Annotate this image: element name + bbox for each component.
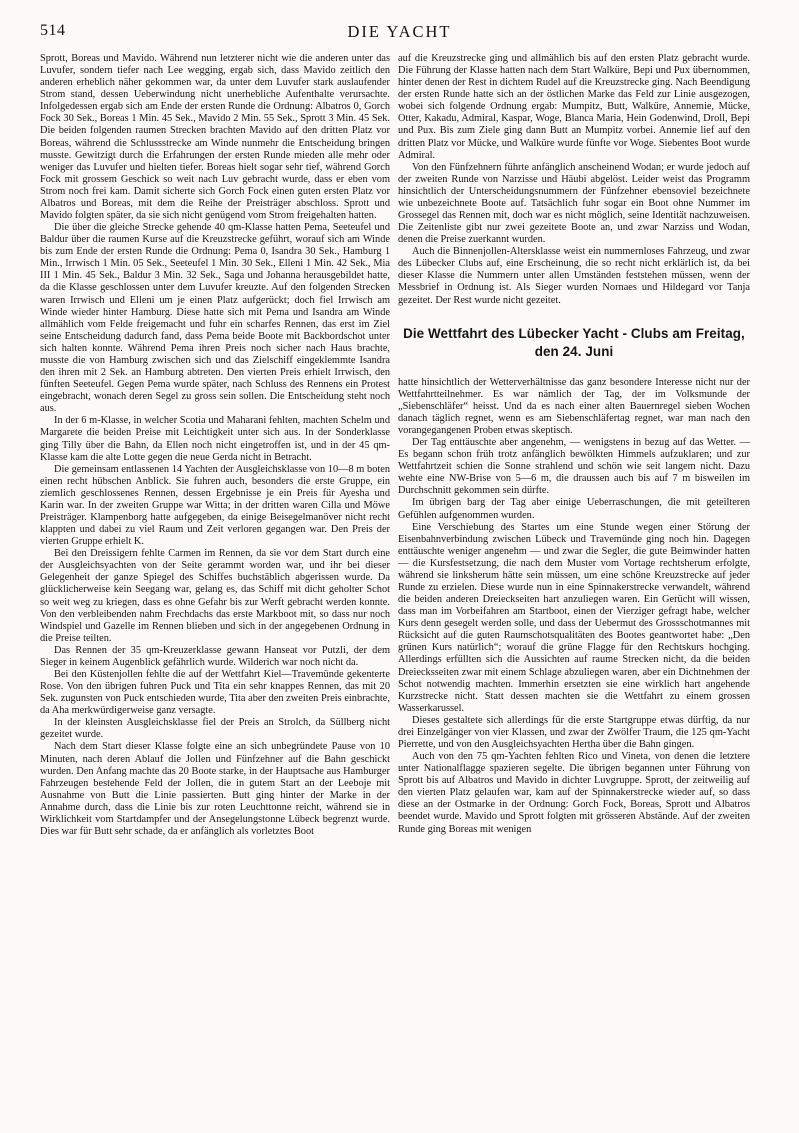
paragraph: Auch die Binnenjollen-Altersklasse weist ein nummernloses Fahrzeug, und zwar des Lübecker Clubs auf, eine Erscheinung, die so recht nicht erklärlich ist, da bei dieser Klasse die Nummern unter allen Umständen feststehen müssen, wenn der Messbrief in Ordnung ist. Als Sieger wurden Nornaes und Hildegard vor Tanja gezeitet. Der Rest wurde nicht gezeitet. xyxy=(398,246,750,306)
paragraph: hatte hinsichtlich der Wetterverhältnisse das ganz besondere Interesse nicht nur der Wettfahrtteilnehmer. Es war nämlich der Tag, der im Volksmunde der „Siebenschläfer“ heisst. Und da es nach einer alten Bauernregel sieben Wochen danach täglich regnet, wenn es am Siebenschläfertag regnet, war man nach den vorangegangenen Proben etwas skeptisch. xyxy=(398,376,750,436)
paragraph: Die über die gleiche Strecke gehende 40 qm-Klasse hatten Pema, Seeteufel und Baldur über die raumen Kurse auf die Kreuzstrecke geführt, worauf sich am Winde bis zum Ende der ersten Runde die Ordnung: Pema 0, Isandra 30 Sek., Hamburg 1 Min., Irrwisch 1 Min. 05 Sek., Seeteufel 1 Min. 30 Sek., Elleni 1 Min. 42 Sek., Mia III 1 Min. 45 Sek., Baldur 3 Min. 32 Sek., Saga und Johanna herausgebildet hatte, da die Klasse geschlossen unter dem Luvufer kreuzte. Auf den folgenden Strecken waren Irrwisch und Elleni um je einen Platz aufgerückt; doch fiel Irrwisch am Winde wieder hinter Hamburg. Diese hatte sich mit Pema und Isandra am Winde allmählich vom Felde freigemacht und fuhr ein scharfes Rennen, das erst im Ziel seine Entscheidung dadurch fand, dass Pema beide Boote mit Backbordschot unter sich halten konnte. Während Pema ihren Preis noch sicher nach Haus brachte, musste die von Hamburg zwischen sich und das Zielschiff eingeklemmte Isandra den ihren mit 2 Sek. an Hamburg abtreten. Den vierten Preis erhielt Irrwisch, den fünften Seeteufel. Gegen Pema wurde später, nach Schluss des Rennens ein Protest eingebracht, wonach deren Segel zu gross sein sollen. Die Entscheidung steht noch aus. xyxy=(40,222,390,415)
article-headline: Die Wettfahrt des Lübecker Yacht - Clubs am Freitag, den 24. Juni xyxy=(403,325,745,359)
paragraph: Bei den Küstenjollen fehlte die auf der Wettfahrt Kiel—Travemünde gekenterte Rose. Von den übrigen fuhren Puck und Tita ein sehr knappes Rennen, das mit 20 Sek. zugunsten von Puck entschieden wurde, Tita aber den zweiten Preis einbrachte, da Aha merkwürdigerweise ganz versagte. xyxy=(40,668,390,717)
paragraph: Das Rennen der 35 qm-Kreuzerklasse gewann Hanseat vor Putzli, der dem Sieger in keinem Augenblick gefährlich wurde. Wilderich war noch nicht da. xyxy=(40,644,390,668)
paragraph: Im übrigen barg der Tag aber einige Ueberraschungen, die mit geteilteren Gefühlen aufgenommen wurden. xyxy=(398,497,750,521)
left-column xyxy=(40,53,390,1108)
paragraph: In der kleinsten Ausgleichsklasse fiel der Preis an Strolch, da Süllberg nicht gezeitet wurde. xyxy=(40,717,390,741)
paragraph: Der Tag enttäuschte aber angenehm, — wenigstens in bezug auf das Wetter. — Es begann schon früh trotz anfänglich bewölkten Himmels aufzuklaren; und zur Wettfahrtzeit schien die Sonne strahlend und schön wie seit langem nicht. Dazu wehte eine NW-Brise von 5—6 m, die draussen auch bis auf 7 m bisweilen im Durchschnitt gekommen sein dürfte. xyxy=(398,437,750,497)
paragraph: Nach dem Start dieser Klasse folgte eine an sich unbegründete Pause von 10 Minuten, nach deren Ablauf die Jollen und Fünfzehner auf die Bahn geschickt wurden. Den Anfang machte das 20 Boote starke, in der Hauptsache aus Hamburger Fahrzeugen bestehende Feld der Jollen, die in gutem Start an der Leeboje mit Ausnahme von Butt die Linie passierten. Butt ging hinter der Marke in der Annahme durch, dass die Linie bis zur roten Leuchttonne reicht, während sie in Wirklichkeit vom Startdampfer und der Ansegelungstonne Lübeck begrenzt wurde. Dies war für Butt sehr schade, da er anfänglich als vorletztes Boot xyxy=(40,741,390,837)
paragraph: Auch von den 75 qm-Yachten fehlten Rico und Vineta, von denen die letztere unter Nationalflagge spazieren segelte. Die übrigen begannen unter Führung von Sprott bis auf Albatros und Mavido in dichter Luvgruppe. Sprott, der zeitweilig auf den vierten Platz gelaufen war, kam auf der Spinnakerstrecke wieder auf, so dass diese an der Ostmarke in der Ordnung: Gorch Fock, Boreas, Sprott und Albatros beendet wurde. Mavido und Sprott folgten mit grösseren Abstände. Auf der zweiten Runde ging Boreas mit wenigen xyxy=(398,751,750,835)
paragraph: In der 6 m-Klasse, in welcher Scotia und Maharani fehlten, machten Schelm und Margarete die beiden Preise mit Leichtigkeit unter sich aus. In der Sonderklasse ging Tilly über die Bahn, da Ellen noch nicht eingetroffen ist, und in der 45 qm-Klasse kam die alte Lotte gegen die neue Gerda nicht in Betracht. xyxy=(40,415,390,463)
right-column xyxy=(398,53,750,1108)
journal-title: DIE YACHT xyxy=(347,22,452,41)
paragraph: Sprott, Boreas und Mavido. Während nun letzterer nicht wie die anderen unter das Luvufer, sondern tiefer nach Lee wegging, ergab sich, dass Mavido zeitlich den anderen erheblich näher gekommen war, da unter dem Luvufer stark auslaufender Strom stand, dessen Ueberwindung nicht unerhebliche Aufenthalte verursachte. Infolgedessen ergab sich am Ende der ersten Runde die Ordnung: Albatros 0, Gorch Fock 30 Sek., Boreas 1 Min. 45 Sek., Mavido 2 Min. 55 Sek., Sprott 3 Min. 45 Sek. Die beiden folgenden raumen Strecken brachten Mavido auf den dritten Platz vor Boreas, während die Schlussstrecke am Winde nunmehr die Entscheidung bringen musste. Gewitzigt durch die Erfahrungen der ersten Runde mieden alle mehr oder weniger das Luvufer und hielten tiefer. Boreas hielt sogar sehr tief, während Gorch Fock mit grossem Geschick so weit nach Luv gebracht wurde, dass er eben vom Strom noch frei kam. Damit sicherte sich Gorch Fock einen guten ersten Platz vor Albatros und Boreas, mit dem die Reihe der Preisträger abschloss. Sprott und Mavido folgten später, da sie sich nicht genügend vom Strom freigehalten hatten. xyxy=(40,53,390,222)
paragraph: Eine Verschiebung des Startes um eine Stunde wegen einer Störung der Eisenbahnverbindung zwischen Lübeck und Travemünde ging noch hin. Dagegen enttäuschte weniger angenehm — und zwar die Segler, die gute Beimwinder hatten — die Kursfestsetzung, die nach dem Muster vom Vortage rechtsherum erfolgte, während sie linksherum hätte sein müssen, um eine schöne Kreuzstrecke auf jeder Runde zu erzielen. Diese wurde nun in eine Spinnakerstrecke verwandelt, während die beiden anderen Dreieckseiten hart anzuliegen waren. Ein Gerücht will wissen, dass man im Vorbeifahren am Startboot, einen der Vierziger gefragt habe, welcher Kurs denn gesegelt werden solle, und dass der Uebermut des Grossschotmannes mit Rücksicht auf die guten Raumschotsqualitäten des Bootes geantwortet habe: „Den grünen Kurs natürlich“; worauf die grüne Flagge für den Rechtskurs hochging. Allerdings erfüllten sich die Aussichten auf raume Strecken nicht, da die beiden Dreiecksseiten zwar mit einem Schlage abzuliegen waren, aber ein Dichtnehmen der Schot notwendig machten. Immerhin ersetzten sie eine wirklich hart angehende Kurzstrecke nicht. Statt dessen machten sie die Wettfahrt zu einem grossen Wasserkarussel. xyxy=(398,521,750,714)
paragraph: Die gemeinsam entlassenen 14 Yachten der Ausgleichsklasse von 10—8 m boten einen recht hübschen Anblick. Sie fuhren auch, besonders die erste Gruppe, ein ziemlich geschlossenes Rennen, dessen Ergebnisse je ein Preis für Ayesha und Karin war. In der zweiten Gruppe war Witta; in der dritten waren Cilla und Möwe Preisträger. Klampenborg hatte aufgegeben, da einige Beisegelmanöver nicht recht klappten und dabei zu viel Raum und Zeit verloren gegangen war. Den Preis der vierten Gruppe erhielt K. xyxy=(40,463,390,548)
paragraph: Dieses gestaltete sich allerdings für die erste Startgruppe etwas dürftig, da nur drei Einzelgänger von vier Klassen, und zwar der Zwölfer Traum, die 125 qm-Yacht Pierrette, und von den Ausgleichsyachten Hertha über die Bahn gingen. xyxy=(398,714,750,750)
page-number: 514 xyxy=(40,22,66,39)
paragraph: Von den Fünfzehnern führte anfänglich anscheinend Wodan; er wurde jedoch auf der zweiten Runde von Narzisse und Häubi abgelöst. Leider weist das Programm hinsichtlich der Unterscheidungsnummern der Fünfzehner ebensoviel bezeichnete wie unbezeichnete Boote auf. Tatsächlich fuhr sogar ein Boot ohne Nummer im Grossegel das Rennen mit, doch war es nicht möglich, seine Identität nachzuweisen. Die Zeitenliste gibt nur zwei gezeitete Boote an, und zwar Narziss und Wodan, denen die Preise zuerkannt wurden. xyxy=(398,161,750,246)
paragraph: auf die Kreuzstrecke ging und allmählich bis auf den ersten Platz gebracht wurde. Die Führung der Klasse hatten nach dem Start Walküre, Bepi und Pux übernommen, hinter denen der Rest in dichtem Rudel auf die Kreuzstrecke ging. Nach Beendigung der ersten Runde hatte sich an der östlichen Marke das Feld zur Linie ausgezogen, wobei sich folgende Ordnung ergab: Mumpitz, Butt, Walküre, Annemie, Mücke, Otter, Kakadu, Admiral, Kaspar, Woge, Blanca Maria, Hein Godenwind, Droll, Bepi und Pux. Bis zum Ziele ging dann Butt an Mumpitz vorbei. Annemie lief auf den dritten Platz vor Mücke, und Walküre wurde fünfte vor Woge. Siebentes Boot wurde Admiral. xyxy=(398,53,750,161)
page-header xyxy=(40,22,759,48)
paragraph: Bei den Dreissigern fehlte Carmen im Rennen, da sie vor dem Start durch eine der Ausgleichsyachten von der Seite gerammt worden war, und ihr bei dieser Gelegenheit der ganze Spiegel des Schiffes buchstäblich abgerissen wurde. Da glücklicherweise kein Seegang war, gelang es, das Schiff mit dicht geholter Schot so weit weg zu kriegen, dass es ohne Gefahr bis zur Werft gebracht werden konnte. Von den verbleibenden nahm Frechdachs das erste Markboot mit, so dass nur noch Windspiel und Gazelle im Rennen blieben und sich in der angegebenen Ordnung in die Preise teilten. xyxy=(40,548,390,644)
